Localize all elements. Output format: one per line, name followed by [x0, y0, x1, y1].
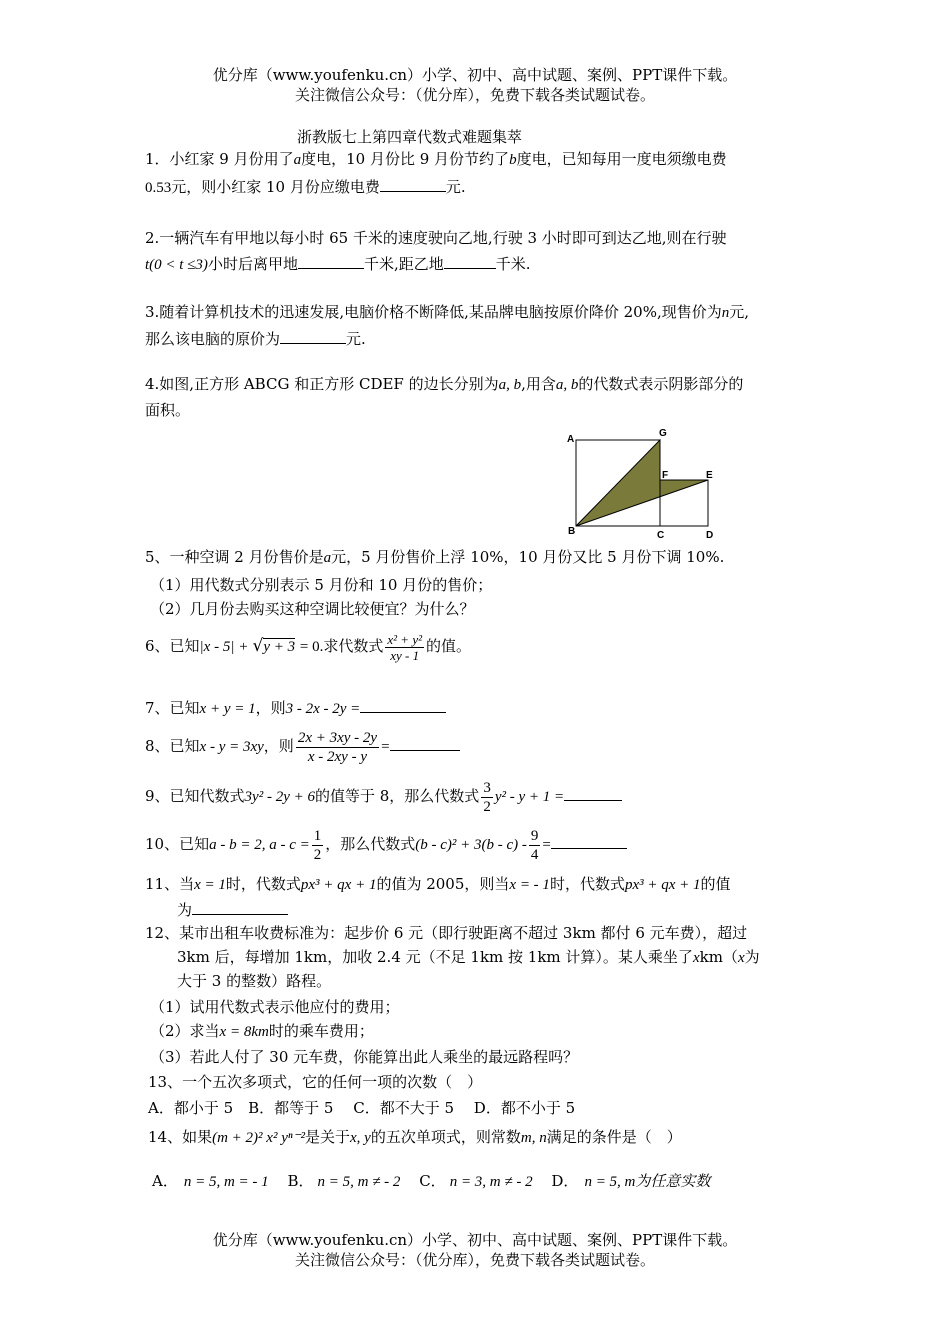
- page-title: 浙教版七上第四章代数式难题集萃: [297, 128, 523, 146]
- question-12-line-3: 大于 3 的整数）路程。: [177, 972, 332, 990]
- answer-blank[interactable]: [444, 254, 496, 269]
- question-12-part-1: （1）试用代数式表示他应付的费用；: [150, 998, 400, 1016]
- header-line-2: 关注微信公众号：（优分库），免费下载各类试题试卷。: [294, 86, 655, 104]
- question-1-line-2: 0.53元，则小红家 10 月份应缴电费 元.: [145, 178, 466, 196]
- question-6: 6、已知|x - 5| + √y + 3 = 0.求代数式 $\frac{\text{x² + y²}}{xy - 1}$ 的值。: [145, 631, 471, 663]
- question-9: 9、已知代数式3y² - 2y + 6的值等于 8，那么代数式 $\frac{3}{2}$ y² - y + 1 =: [145, 776, 622, 816]
- answer-blank[interactable]: [192, 900, 288, 915]
- question-10: 10、已知a - b = 2, a - c = $\frac{1}{2}$ ，那么代数式(b - c)² + 3(b - c) - $\frac{9}{4}$ =: [145, 824, 627, 864]
- question-3-line-2: 那么该电脑的原价为 元.: [145, 330, 366, 348]
- question-2-line-1: 2.一辆汽车有甲地以每小时 65 千米的速度驶向乙地,行驶 3 小时即可到达乙地,则在行驶: [145, 229, 727, 247]
- question-14: 14、如果(m + 2)² x² yⁿ⁻²是关于x, y的五次单项式，则常数m, n满足的条件是（ ）: [148, 1128, 682, 1146]
- label-b: B: [568, 526, 576, 537]
- question-5-line-1: 5、一种空调 2 月份售价是a元，5 月份售价上浮 10%，10 月份又比 5 月份下调 10%.: [145, 548, 725, 566]
- label-g: G: [659, 428, 667, 439]
- label-f: F: [662, 470, 669, 481]
- question-5-part-2: （2）几月份去购买这种空调比较便宜？为什么？: [150, 600, 475, 618]
- answer-blank[interactable]: [380, 177, 446, 192]
- shaded-region: [576, 440, 708, 526]
- header-line-1: 优分库（www.youfenku.cn）小学、初中、高中试题、案例、PPT课件下载。: [212, 66, 738, 84]
- square-figure: [560, 428, 720, 543]
- answer-blank[interactable]: [564, 786, 622, 801]
- question-12-line-2: 3km 后，每增加 1km，加收 2.4 元（不足 1km 按 1km 计算）。某人乘坐了xkm（x为: [177, 948, 760, 966]
- answer-blank[interactable]: [390, 736, 460, 751]
- answer-blank[interactable]: [360, 698, 446, 713]
- question-5-part-1: （1）用代数式分别表示 5 月份和 10 月份的售价；: [150, 576, 493, 594]
- question-4-line-2: 面积。: [145, 401, 191, 419]
- question-3-line-1: 3.随着计算机技术的迅速发展,电脑价格不断降低,某品牌电脑按原价降价 20%,现售价为n元,: [145, 303, 750, 321]
- label-a: A: [567, 434, 575, 445]
- answer-blank[interactable]: [551, 834, 627, 849]
- footer-line-1: 优分库（www.youfenku.cn）小学、初中、高中试题、案例、PPT课件下载。: [212, 1231, 738, 1249]
- label-d: D: [706, 530, 714, 541]
- question-12-part-3: （3）若此人付了 30 元车费，你能算出此人乘坐的最远路程吗？: [150, 1048, 579, 1066]
- label-e: E: [706, 470, 713, 481]
- answer-blank[interactable]: [298, 254, 364, 269]
- question-1-line-1: 1．小红家 9 月份用了a度电，10 月份比 9 月份节约了b度电，已知每用一度电须缴电费: [145, 150, 727, 168]
- question-11-line-1: 11、当x = 1时，代数式px³ + qx + 1的值为 2005，则当x = - 1时，代数式px³ + qx + 1的值: [145, 875, 731, 893]
- question-13-options: A．都小于 5 B．都等于 5 C．都不大于 5 D．都不小于 5: [148, 1099, 576, 1117]
- answer-blank[interactable]: [280, 329, 346, 344]
- question-2-line-2: t(0 < t ≤3)小时后离甲地 千米,距乙地 千米.: [145, 255, 531, 273]
- question-12-line-1: 12、某市出租车收费标准为：起步价 6 元（即行驶距离不超过 3km 都付 6 元车费），超过: [145, 924, 748, 942]
- question-11-line-2: 为: [177, 900, 288, 919]
- question-7: 7、已知x + y = 1，则3 - 2x - 2y =: [145, 698, 446, 718]
- footer-line-2: 关注微信公众号：（优分库），免费下载各类试题试卷。: [294, 1251, 655, 1269]
- question-8: 8、已知x - y = 3xy，则 $\frac{2x + 3xy - 2y}{x - 2xy - y}$ =: [145, 726, 460, 766]
- label-c: C: [657, 530, 665, 541]
- question-14-options: A． n = 5, m = - 1 B． n = 5, m ≠ - 2 C． n = 3, m ≠ - 2 D． n = 5, m为任意实数: [152, 1172, 711, 1190]
- question-12-part-2: （2）求当x = 8km时的乘车费用；: [150, 1022, 374, 1040]
- question-4-line-1: 4.如图,正方形 ABCG 和正方形 CDEF 的边长分别为a, b,用含a, b的代数式表示阴影部分的: [145, 375, 744, 393]
- question-13: 13、一个五次多项式，它的任何一项的次数（ ）: [148, 1073, 483, 1091]
